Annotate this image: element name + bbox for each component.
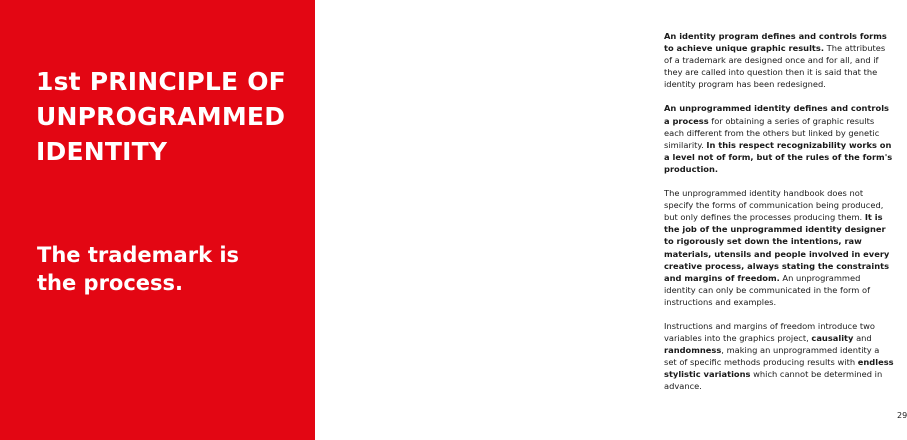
text-run: Instructions and margins of freedom introduce two variables into the graphics project, <box>664 320 875 344</box>
bold-text-run: An identity program defines and controls forms to achieve unique graphic results. <box>664 31 887 54</box>
body-text-column <box>664 30 894 405</box>
text-run: for obtaining a series of graphic results each different from the others but linked by genetic similarity. <box>664 115 880 150</box>
bold-text-run: It is the job of the unprogrammed identity designer to rigorously set down the intentions, raw materials, utensils and people involved in every creative process, always stating the constraints and margins of freedom. <box>664 212 890 283</box>
right-page <box>315 0 907 440</box>
text-run: which cannot be determined in advance. <box>664 369 883 392</box>
bold-text-run: randomness <box>664 345 722 356</box>
body-paragraph <box>664 30 894 90</box>
body-paragraph <box>664 187 894 308</box>
bold-text-run: In this respect recognizability works on a level not of form, but of the rules of the form's production. <box>664 139 893 174</box>
bold-text-run: An unprogrammed identity defines and controls a process <box>664 103 890 126</box>
bold-text-run: causality <box>811 333 854 344</box>
text-run: and <box>853 333 872 344</box>
text-run: An unprogrammed identity can only be communicated in the form of instructions and examples. <box>664 272 870 307</box>
text-run: The unprogrammed identity handbook does not specify the forms of communication being produced, but only defines the processes producing them. <box>664 188 884 223</box>
bold-text-run: endless stylistic variations <box>664 357 894 380</box>
left-page-red-panel <box>0 0 315 440</box>
page-number: 29 <box>897 411 907 420</box>
text-run: , making an unprogrammed identity a set of specific methods producing results with <box>664 345 880 368</box>
body-paragraph <box>664 102 894 175</box>
principle-subhead: The trademark is the process. <box>37 243 240 295</box>
text-run: The attributes of a trademark are designed once and for all, and if they are called into question then it is said that the identity program has been redesigned. <box>664 43 886 90</box>
body-paragraph <box>664 320 894 393</box>
principle-headline: 1st PRINCIPLE OF UNPROGRAMMED IDENTITY <box>36 67 286 166</box>
